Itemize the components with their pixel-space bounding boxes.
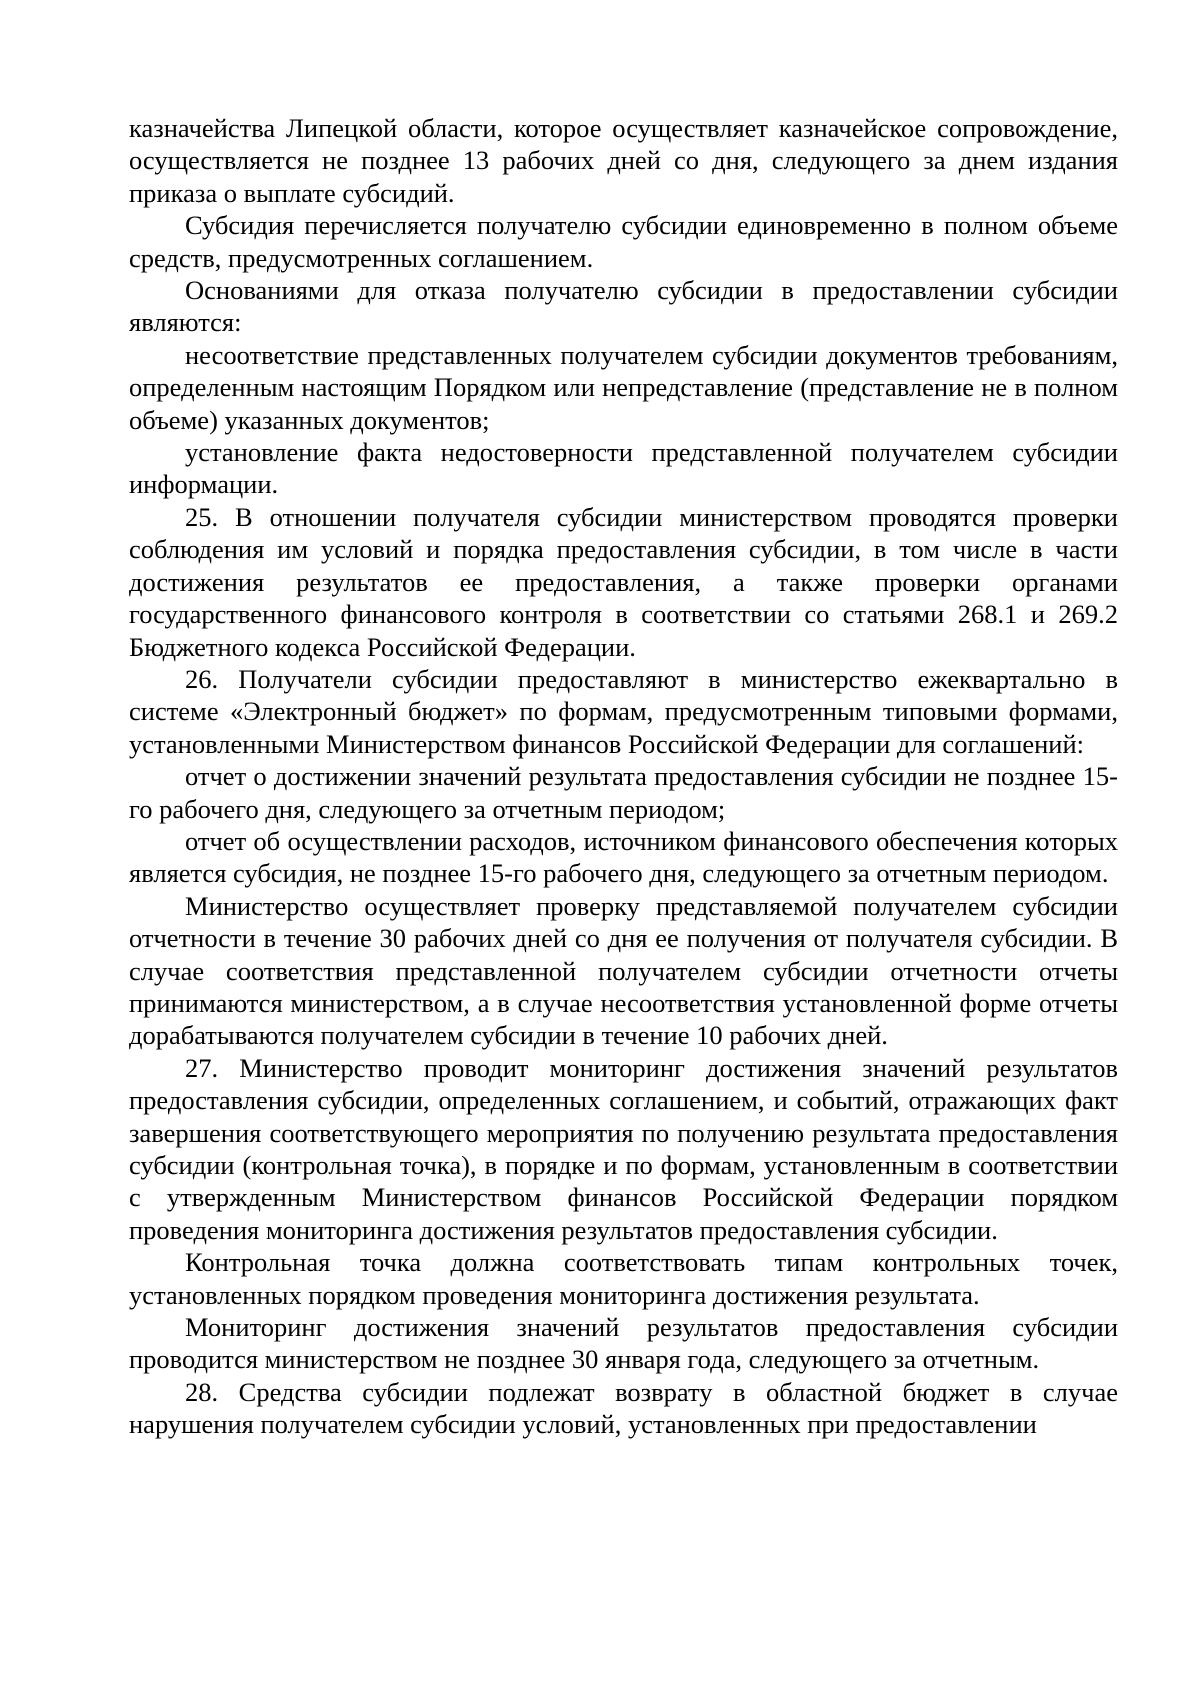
- paragraph-item-25: 25. В отношении получателя субсидии министерством проводятся проверки соблюдения им условий и порядка предоставления субсидии, в том числе в части достижения результатов ее предоставления, а также проверки органами государственного финансового контроля в соответствии со статьями 268.1 и 269.2 Бюджетного кодекса Российской Федерации.: [129, 501, 1118, 662]
- paragraph-report-results: отчет о достижении значений результата предоставления субсидии не позднее 15-го рабочего дня, следующего за отчетным периодом;: [129, 761, 1118, 824]
- paragraph-treasury-continuation: казначейства Липецкой области, которое осуществляет казначейское сопровождение, осуществляется не позднее 13 рабочих дней со дня, следующего за днем издания приказа о выплате субсидий.: [129, 113, 1118, 208]
- paragraph-control-point: Контрольная точка должна соответствовать типам контрольных точек, установленных порядком проведения мониторинга достижения результата.: [129, 1247, 1118, 1310]
- paragraph-monitoring-deadline: Мониторинг достижения значений результатов предоставления субсидии проводится министерством не позднее 30 января года, следующего за отчетным.: [129, 1312, 1118, 1375]
- paragraph-ministry-check: Министерство осуществляет проверку представляемой получателем субсидии отчетности в течение 30 рабочих дней со дня ее получения от получателя субсидии. В случае соответствия представленной получателем субсидии отчетности отчеты принимаются министерством, а в случае несоответствия установленной форме отчеты дорабатываются получателем субсидии в течение 10 рабочих дней.: [129, 890, 1118, 1051]
- paragraph-report-expenses: отчет об осуществлении расходов, источником финансового обеспечения которых является субсидия, не позднее 15-го рабочего дня, следующего за отчетным периодом.: [129, 825, 1118, 889]
- paragraph-item-28: 28. Средства субсидии подлежат возврату в областной бюджет в случае нарушения получателем субсидии условий, установленных при предоставлении: [129, 1376, 1118, 1440]
- paragraph-item-26: 26. Получатели субсидии предоставляют в министерство ежеквартально в системе «Электронный бюджет» по формам, предусмотренным типовыми формами, установленными Министерством финансов Российской Федерации для соглашений:: [129, 663, 1118, 759]
- paragraph-refusal-grounds: Основаниями для отказа получателю субсидии в предоставлении субсидии являются:: [129, 275, 1118, 338]
- document-body: [129, 112, 1118, 1441]
- paragraph-item-27: 27. Министерство проводит мониторинг достижения значений результатов предоставления субсидии, определенных соглашением, и событий, отражающих факт завершения соответствующего мероприятия по получению результата предоставления субсидии (контрольная точка), в порядке и по формам, установленным в соответствии с утвержденным Министерством финансов Российской Федерации порядком проведения мониторинга достижения результатов предоставления субсидии.: [129, 1052, 1118, 1245]
- paragraph-refusal-nonconformity: несоответствие представленных получателем субсидии документов требованиям, определенным настоящим Порядком или непредставление (представление не в полном объеме) указанных документов;: [129, 339, 1118, 435]
- paragraph-refusal-unreliable-info: установление факта недостоверности представленной получателем субсидии информации.: [129, 437, 1118, 500]
- paragraph-one-time-transfer: Субсидия перечисляется получателю субсидии единовременно в полном объеме средств, предусмотренных соглашением.: [129, 210, 1118, 273]
